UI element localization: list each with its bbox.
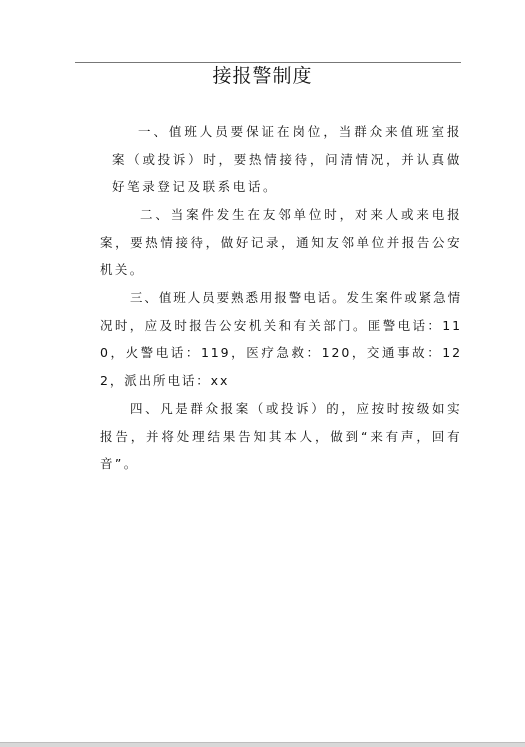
paragraph-3: 三、值班人员要熟悉用报警电话。发生案件或紧急情况时，应及时报告公安机关和有关部门。匪警电话：110，火警电话：119，医疗急救：120，交通事故：122，派出所电话：xx — [100, 290, 462, 388]
document-title: 接报警制度 — [212, 65, 313, 87]
header-rule — [75, 62, 461, 63]
bottom-scrollbar-edge — [0, 742, 525, 747]
paragraph-1: 一、值班人员要保证在岗位，当群众来值班室报案（或投诉）时，要热情接待，问清情况，并认真做好笔录登记及联系电话。 — [112, 124, 462, 194]
paragraph-4: 四、凡是群众报案（或投诉）的，应按时按级如实报告，并将处理结果告知其本人，做到“来有声，回有音”。 — [100, 401, 462, 471]
paragraph-2: 二、当案件发生在友邻单位时，对来人或来电报案，要热情接待，做好记录，通知友邻单位并报告公安机关。 — [100, 207, 462, 277]
